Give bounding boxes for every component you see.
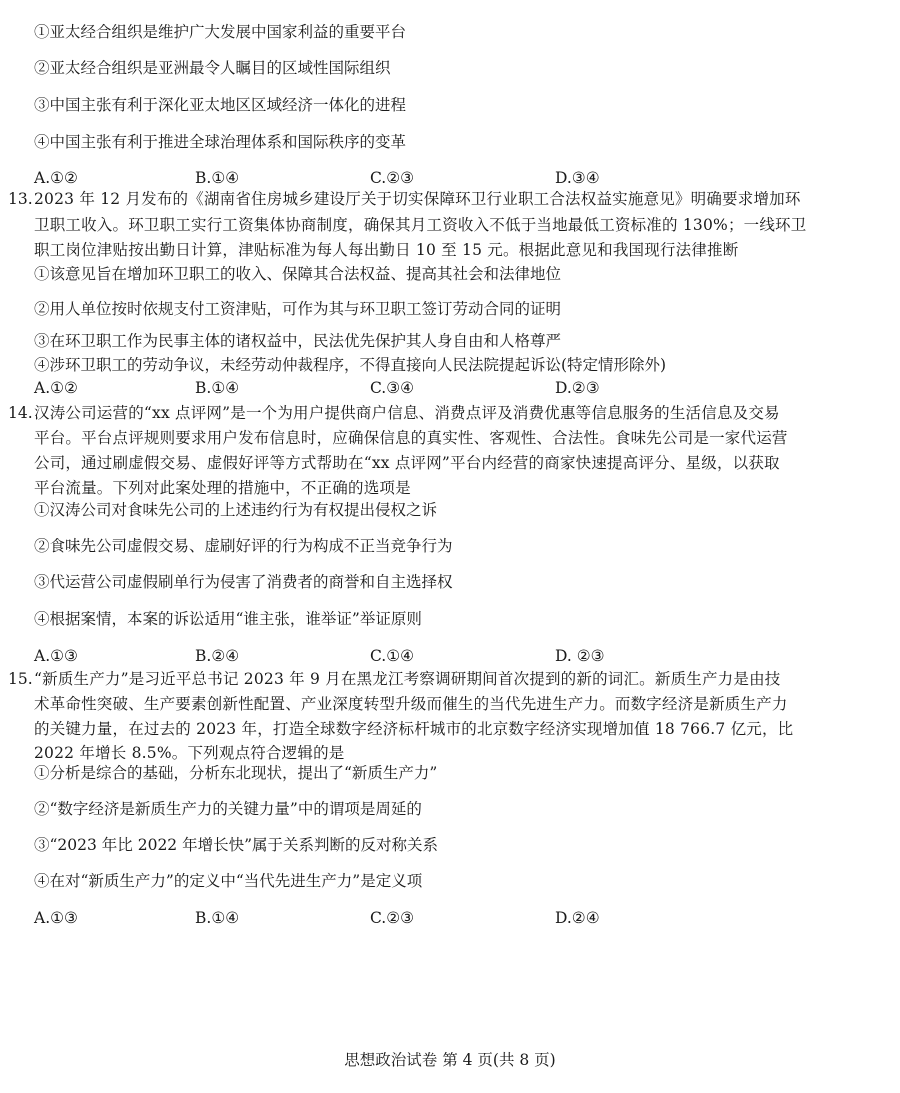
option-prev-c: C.②③ [370, 169, 415, 187]
statement-prev-1: ①亚太经合组织是维护广大发展中国家利益的重要平台 [34, 23, 407, 41]
statement-14-1: ①汉涛公司对食味先公司的上述违约行为有权提出侵权之诉 [34, 501, 438, 519]
question-15-stem-3: 的关键力量，在过去的 2023 年，打造全球数字经济标杆城市的北京数字经济实现增加值 18 766.7 亿元，比 [34, 720, 794, 738]
option-14-c: C.①④ [370, 647, 415, 665]
statement-13-1: ①该意见旨在增加环卫职工的收入、保障其合法权益、提高其社会和法律地位 [34, 265, 562, 283]
option-14-a: A.①③ [34, 647, 78, 665]
option-prev-b: B.①④ [195, 169, 240, 187]
statement-prev-2: ②亚太经合组织是亚洲最令人瞩目的区域性国际组织 [34, 59, 391, 77]
statement-14-4: ④根据案情，本案的诉讼适用“谁主张，谁举证”举证原则 [34, 610, 422, 628]
option-prev-d: D.③④ [555, 169, 600, 187]
option-15-c: C.②③ [370, 909, 415, 927]
option-13-d: D.②③ [555, 379, 600, 397]
question-15-stem-2: 术革命性突破、生产要素创新性配置、产业深度转型升级而催生的当代先进生产力。而数字经济是新质生产力 [34, 695, 788, 713]
option-13-a: A.①② [34, 379, 78, 397]
option-14-b: B.②④ [195, 647, 240, 665]
question-13-stem-3: 职工岗位津贴按出勤日计算，津贴标准为每人每出勤日 10 至 15 元。根据此意见和我国现行法律推断 [34, 241, 739, 259]
statement-prev-3: ③中国主张有利于深化亚太地区区域经济一体化的进程 [34, 96, 407, 114]
page-footer: 思想政治试卷 第 4 页(共 8 页) [344, 1051, 556, 1069]
option-15-b: B.①④ [195, 909, 240, 927]
option-15-a: A.①③ [34, 909, 78, 927]
statement-15-4: ④在对“新质生产力”的定义中“当代先进生产力”是定义项 [34, 872, 423, 890]
option-13-c: C.③④ [370, 379, 415, 397]
option-15-d: D.②④ [555, 909, 600, 927]
question-15-stem-4: 2022 年增长 8.5%。下列观点符合逻辑的是 [34, 744, 345, 762]
statement-14-3: ③代运营公司虚假刷单行为侵害了消费者的商誉和自主选择权 [34, 573, 453, 591]
question-14-stem-4: 平台流量。下列对此案处理的措施中，不正确的选项是 [34, 479, 411, 497]
statement-15-1: ①分析是综合的基础，分析东北现状，提出了“新质生产力” [34, 764, 438, 782]
statement-13-3: ③在环卫职工作为民事主体的诸权益中，民法优先保护其人身自由和人格尊严 [34, 332, 562, 350]
option-14-d: D. ②③ [555, 647, 605, 665]
question-14-stem-1: 汉涛公司运营的“xx 点评网”是一个为用户提供商户信息、消费点评及消费优惠等信息服务的生活信息及交易 [34, 404, 780, 422]
statement-15-3: ③“2023 年比 2022 年增长快”属于关系判断的反对称关系 [34, 836, 439, 854]
option-13-b: B.①④ [195, 379, 240, 397]
question-14-number: 14. [8, 404, 33, 422]
statement-13-2: ②用人单位按时依规支付工资津贴，可作为其与环卫职工签订劳动合同的证明 [34, 300, 562, 318]
question-13-stem-2: 卫职工收入。环卫职工实行工资集体协商制度，确保其月工资收入不低于当地最低工资标准的 130%；一线环卫 [34, 216, 807, 234]
question-14-stem-3: 公司，通过刷虚假交易、虚假好评等方式帮助在“xx 点评网”平台内经营的商家快速提高评分、星级，以获取 [34, 454, 780, 472]
statement-prev-4: ④中国主张有利于推进全球治理体系和国际秩序的变革 [34, 133, 407, 151]
statement-13-4: ④涉环卫职工的劳动争议，未经劳动仲裁程序，不得直接向人民法院提起诉讼(特定情形除外) [34, 356, 667, 374]
question-15-stem-1: “新质生产力”是习近平总书记 2023 年 9 月在黑龙江考察调研期间首次提到的新的词汇。新质生产力是由技 [34, 670, 781, 688]
question-13-number: 13. [8, 190, 33, 208]
question-14-stem-2: 平台。平台点评规则要求用户发布信息时，应确保信息的真实性、客观性、合法性。食味先公司是一家代运营 [34, 429, 788, 447]
statement-14-2: ②食味先公司虚假交易、虚刷好评的行为构成不正当竞争行为 [34, 537, 453, 555]
option-prev-a: A.①② [34, 169, 78, 187]
question-15-number: 15. [8, 670, 33, 688]
statement-15-2: ②“数字经济是新质生产力的关键力量”中的谓项是周延的 [34, 800, 422, 818]
question-13-stem-1: 2023 年 12 月发布的《湖南省住房城乡建设厅关于切实保障环卫行业职工合法权益实施意见》明确要求增加环 [34, 190, 801, 208]
